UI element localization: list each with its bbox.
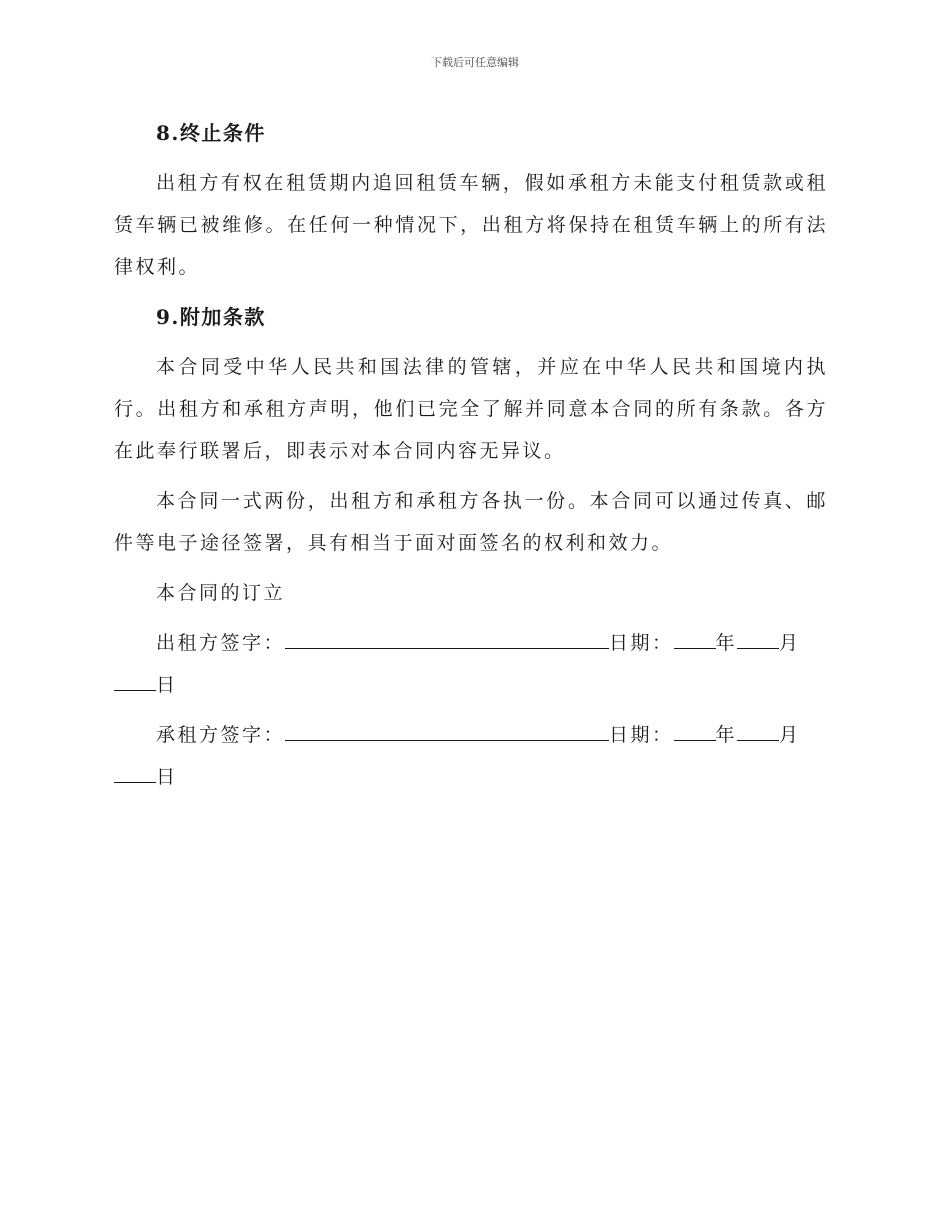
document-body	[114, 112, 828, 806]
lessee-signature-label: 承租方签字：	[156, 724, 286, 746]
lessee-day-line[interactable]	[114, 756, 156, 783]
section-8-paragraph: 出租方有权在租赁期内追回租赁车辆，假如承租方未能支付租赁款或租赁车辆已被维修。在任何一种情况下，出租方将保持在租赁车辆上的所有法律权利。	[114, 172, 828, 278]
section-9-paragraph-2: 本合同一式两份，出租方和承租方各执一份。本合同可以通过传真、邮件等电子途径签署，具有相当于面对面签名的权利和效力。	[114, 490, 828, 554]
lessor-month-line[interactable]	[737, 622, 779, 649]
lessor-signature-line[interactable]	[285, 622, 609, 649]
month-label: 月	[779, 632, 801, 654]
section-9-paragraph-3: 本合同的订立	[156, 582, 286, 604]
lessee-year-line[interactable]	[674, 714, 716, 741]
year-label: 年	[715, 632, 738, 654]
lessee-signature-row	[114, 714, 828, 798]
lessee-month-line[interactable]	[737, 714, 779, 741]
date-label: 日期：	[609, 724, 674, 746]
section-9-title: 9.附加条款	[156, 305, 266, 329]
lessor-signature-label: 出租方签字：	[156, 632, 286, 654]
page-header: 下载后可任意编辑	[431, 56, 519, 69]
lessor-year-line[interactable]	[674, 622, 716, 649]
lessor-day-line[interactable]	[114, 664, 156, 691]
section-9-paragraph-1: 本合同受中华人民共和国法律的管辖，并应在中华人民共和国境内执行。出租方和承租方声明，他们已完全了解并同意本合同的所有条款。各方在此奉行联署后，即表示对本合同内容无异议。	[114, 356, 828, 462]
day-label: 日	[156, 766, 178, 788]
section-8-title: 8.终止条件	[156, 121, 266, 145]
month-label: 月	[779, 724, 801, 746]
year-label: 年	[715, 724, 738, 746]
lessor-signature-row	[114, 622, 828, 706]
date-label: 日期：	[609, 632, 674, 654]
day-label: 日	[156, 674, 178, 696]
lessee-signature-line[interactable]	[285, 714, 609, 741]
